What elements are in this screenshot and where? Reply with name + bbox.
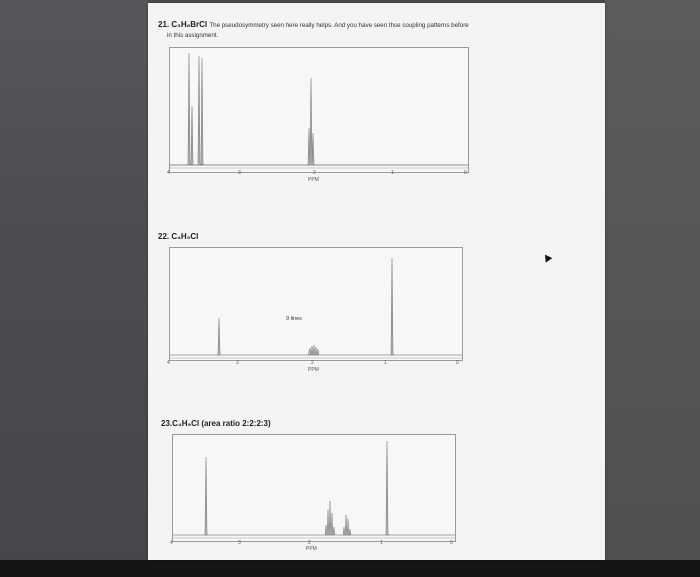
tick-23-3: 3 bbox=[238, 540, 241, 546]
tick-21-1: 1 bbox=[391, 170, 394, 176]
problem-23-heading bbox=[161, 419, 271, 428]
tick-22-3: 3 bbox=[236, 360, 239, 366]
bottom-edge bbox=[0, 560, 700, 577]
problem-21-note-line2: in this assignment. bbox=[167, 32, 219, 39]
spectrum-21-plot bbox=[170, 48, 468, 172]
tick-22-4: 4 bbox=[167, 360, 170, 366]
tick-22-2: 2 bbox=[311, 360, 314, 366]
nine-lines-annotation: 9 lines bbox=[286, 316, 302, 322]
problem-23-label: 23.C₄H₉Cl (area ratio 2:2:2:3) bbox=[161, 419, 271, 428]
tick-22-1: 1 bbox=[384, 360, 387, 366]
tick-23-1: 1 bbox=[380, 540, 383, 546]
ppm-label-21: PPM bbox=[308, 177, 319, 183]
tick-23-4: 4 bbox=[170, 540, 173, 546]
ppm-label-22: PPM bbox=[308, 367, 319, 373]
desk-background-right bbox=[605, 0, 700, 560]
tick-23-2: 2 bbox=[308, 540, 311, 546]
problem-21-note: The pseudosymmetry seen here really helps. And you have seen thse coupling patterns before bbox=[209, 22, 469, 29]
spectrum-23-plot bbox=[173, 435, 455, 541]
problem-21-heading bbox=[158, 20, 469, 29]
tick-21-3: 3 bbox=[238, 170, 241, 176]
desk-background-left bbox=[0, 0, 148, 560]
problem-21-label: 21. C₃H₆BrCl bbox=[158, 20, 208, 29]
tick-21-4: 4 bbox=[167, 170, 170, 176]
ppm-label-23: PPM bbox=[306, 546, 317, 552]
spectrum-22-plot bbox=[170, 248, 462, 360]
problem-22-heading bbox=[158, 232, 198, 241]
tick-22-0: 0 bbox=[456, 360, 459, 366]
nmr-spectrum-21 bbox=[169, 47, 469, 173]
problem-22-label: 22. C₄H₉Cl bbox=[158, 232, 199, 241]
tick-23-0: 0 bbox=[450, 540, 453, 546]
tick-21-2: 2 bbox=[313, 170, 316, 176]
worksheet-page bbox=[148, 3, 605, 560]
nmr-spectrum-22 bbox=[169, 247, 463, 361]
nmr-spectrum-23 bbox=[172, 434, 456, 542]
tick-21-0: 0 bbox=[464, 170, 467, 176]
